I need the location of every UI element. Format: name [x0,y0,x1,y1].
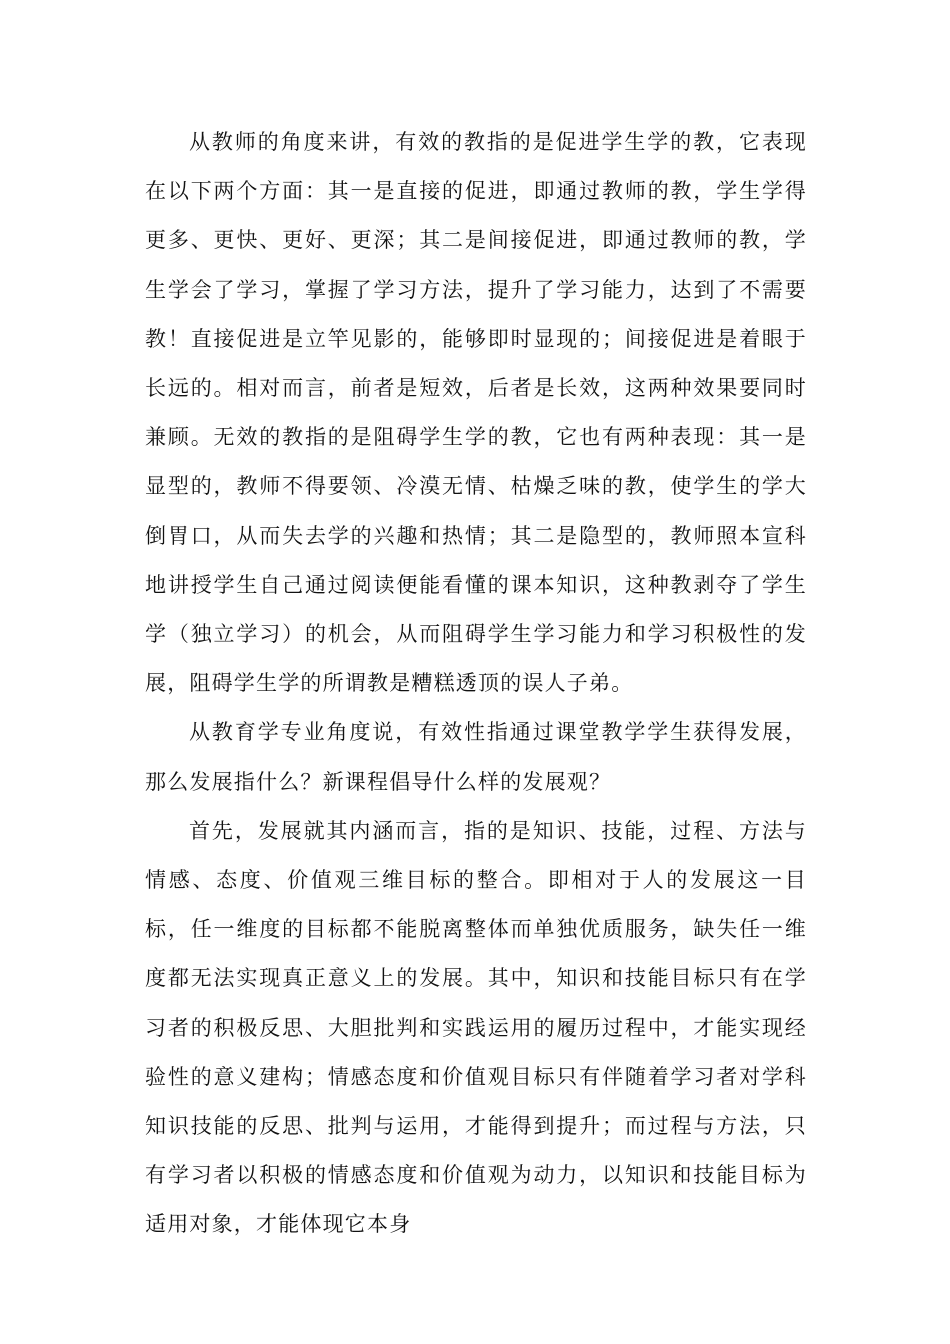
paragraph-effectiveness-question: 从教育学专业角度说，有效性指通过课堂教学学生获得发展，那么发展指什么？新课程倡导什么样的发展观？ [145,720,807,794]
paragraph-development-meaning: 首先，发展就其内涵而言，指的是知识、技能，过程、方法与情感、态度、价值观三维目标的整合。即相对于人的发展这一目标，任一维度的目标都不能脱离整体而单独优质服务，缺失任一维度都无法实现真正意义上的发展。其中，知识和技能目标只有在学习者的积极反思、大胆批判和实践运用的履历过程中，才能实现经验性的意义建构；情感态度和价值观目标只有伴随着学习者对学科知识技能的反思、批判与运用，才能得到提升；而过程与方法，只有学习者以积极的情感态度和价值观为动力，以知识和技能目标为适用对象，才能体现它本身 [145,818,807,1237]
document-body [145,118,807,1250]
paragraph-effective-teaching: 从教师的角度来讲，有效的教指的是促进学生学的教，它表现在以下两个方面：其一是直接的促进，即通过教师的教，学生学得更多、更快、更好、更深；其二是间接促进，即通过教师的教，学生学会了学习，掌握了学习方法，提升了学习能力，达到了不需要教！直接促进是立竿见影的，能够即时显现的；间接促进是着眼于长远的。相对而言，前者是短效，后者是长效，这两种效果要同时兼顾。无效的教指的是阻碍学生学的教，它也有两种表现：其一是显型的，教师不得要领、冷漠无情、枯燥乏味的教，使学生的学大倒胃口，从而失去学的兴趣和热情；其二是隐型的，教师照本宣科地讲授学生自己通过阅读便能看懂的课本知识，这种教剥夺了学生学（独立学习）的机会，从而阻碍学生学习能力和学习积极性的发展，阻碍学生学的所谓教是糟糕透顶的误人子弟。 [145,130,807,696]
